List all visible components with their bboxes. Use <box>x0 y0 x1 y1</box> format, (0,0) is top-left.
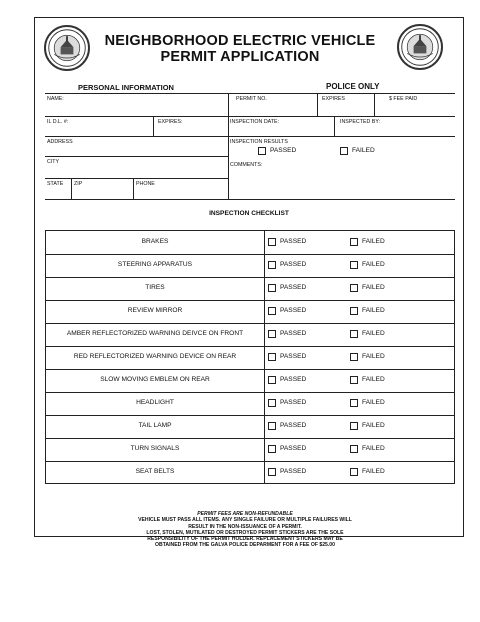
grid-line <box>228 93 229 199</box>
row-divider <box>46 438 454 439</box>
grid-line <box>45 156 228 157</box>
permit-expires-label: EXPIRES <box>322 96 345 102</box>
inspection-results-label: INSPECTION RESULTS <box>230 139 288 145</box>
item-passed-checkbox[interactable] <box>268 238 276 246</box>
checklist-item-label: TAIL LAMP <box>138 422 172 429</box>
state-field-label: STATE <box>47 181 64 187</box>
comments-label: COMMENTS: <box>230 162 263 168</box>
item-passed-label: PASSED <box>280 422 307 429</box>
address-field-label: ADDRESS <box>47 139 73 145</box>
checklist-row <box>46 461 454 484</box>
item-failed-checkbox[interactable] <box>350 261 358 269</box>
checklist-item-label: BRAKES <box>141 238 169 245</box>
item-failed-label: FAILED <box>362 284 385 291</box>
checklist-item-label: SEAT BELTS <box>135 468 175 475</box>
item-passed-label: PASSED <box>280 399 307 406</box>
checklist-item-label: TURN SIGNALS <box>130 445 180 452</box>
item-passed-checkbox[interactable] <box>268 468 276 476</box>
dl-expires-label: EXPIRES: <box>158 119 183 125</box>
fee-paid-label: $ FEE PAID <box>389 96 418 102</box>
item-passed-label: PASSED <box>280 445 307 452</box>
form-footer-notice <box>80 511 410 549</box>
city-seal-icon <box>44 25 90 71</box>
item-failed-checkbox[interactable] <box>350 445 358 453</box>
inspected-by-label: INSPECTED BY: <box>340 119 381 125</box>
results-failed-label: FAILED <box>352 147 375 154</box>
checklist-row <box>46 415 454 438</box>
item-passed-checkbox[interactable] <box>268 330 276 338</box>
grid-line <box>71 178 72 199</box>
row-divider <box>46 369 454 370</box>
row-divider <box>46 415 454 416</box>
zip-field-label: ZIP <box>74 181 83 187</box>
checklist-row <box>46 369 454 392</box>
row-divider <box>46 300 454 301</box>
item-passed-label: PASSED <box>280 284 307 291</box>
item-failed-label: FAILED <box>362 445 385 452</box>
item-failed-checkbox[interactable] <box>350 284 358 292</box>
footer-non-refundable: PERMIT FEES ARE NON-REFUNDABLE <box>197 511 293 517</box>
footer-line: RESPONSIBILITY OF THE PERMIT HOLDER. REPLACEMENT STICKERS MAY BE <box>147 536 343 543</box>
results-passed-checkbox[interactable] <box>258 147 266 155</box>
row-divider <box>46 461 454 462</box>
checklist-heading: INSPECTION CHECKLIST <box>209 210 289 217</box>
footer-line: VEHICLE MUST PASS ALL ITEMS. ANY SINGLE FAILURE OR MULTIPLE FAILURES WILL <box>138 517 352 524</box>
item-failed-checkbox[interactable] <box>350 353 358 361</box>
checklist-row <box>46 254 454 277</box>
checklist-row <box>46 300 454 323</box>
item-failed-checkbox[interactable] <box>350 376 358 384</box>
item-passed-checkbox[interactable] <box>268 445 276 453</box>
grid-line <box>45 136 455 137</box>
phone-field-label: PHONE <box>136 181 155 187</box>
item-passed-checkbox[interactable] <box>268 353 276 361</box>
row-divider <box>46 254 454 255</box>
item-failed-label: FAILED <box>362 307 385 314</box>
checklist-item-label: STEERING APPARATUS <box>117 261 193 268</box>
grid-line <box>374 93 375 116</box>
item-passed-checkbox[interactable] <box>268 284 276 292</box>
inspection-date-label: INSPECTION DATE: <box>230 119 280 125</box>
item-failed-label: FAILED <box>362 399 385 406</box>
form-subtitle: PERMIT APPLICATION <box>160 49 320 65</box>
footer-line: RESULT IN THE NON-ISSUANCE OF A PERMIT. <box>188 523 302 530</box>
item-passed-checkbox[interactable] <box>268 307 276 315</box>
checklist-row <box>46 438 454 461</box>
item-passed-checkbox[interactable] <box>268 422 276 430</box>
row-divider <box>46 277 454 278</box>
results-passed-label: PASSED <box>270 147 297 154</box>
row-divider <box>46 323 454 324</box>
results-failed-checkbox[interactable] <box>340 147 348 155</box>
item-failed-checkbox[interactable] <box>350 468 358 476</box>
item-failed-checkbox[interactable] <box>350 307 358 315</box>
item-failed-checkbox[interactable] <box>350 422 358 430</box>
item-passed-checkbox[interactable] <box>268 399 276 407</box>
checklist-item-label: HEADLIGHT <box>136 399 174 406</box>
grid-line <box>45 116 455 117</box>
item-failed-checkbox[interactable] <box>350 238 358 246</box>
inspection-checklist-table <box>45 230 455 484</box>
police-only-heading: POLICE ONLY <box>326 82 380 91</box>
item-failed-checkbox[interactable] <box>350 330 358 338</box>
grid-line <box>153 116 154 136</box>
item-passed-label: PASSED <box>280 330 307 337</box>
item-passed-label: PASSED <box>280 238 307 245</box>
grid-line <box>45 93 455 94</box>
checklist-row <box>46 277 454 300</box>
personal-info-heading: PERSONAL INFORMATION <box>78 83 174 92</box>
item-failed-label: FAILED <box>362 353 385 360</box>
item-passed-label: PASSED <box>280 468 307 475</box>
item-failed-label: FAILED <box>362 468 385 475</box>
item-passed-checkbox[interactable] <box>268 376 276 384</box>
city-field-label: CITY <box>47 159 60 165</box>
row-divider <box>46 346 454 347</box>
item-passed-label: PASSED <box>280 261 307 268</box>
checklist-item-label: TIRES <box>145 284 165 291</box>
checklist-row <box>46 231 454 254</box>
footer-line: OBTAINED FROM THE GALVA POLICE DEPARMENT FOR A FEE OF $25.00 <box>155 542 335 549</box>
item-failed-label: FAILED <box>362 238 385 245</box>
item-passed-label: PASSED <box>280 353 307 360</box>
grid-line <box>45 178 228 179</box>
checklist-item-label: SLOW MOVING EMBLEM ON REAR <box>100 376 210 383</box>
footer-line: LOST, STOLEN, MUTILATED OR DESTROYED PERMIT STICKERS ARE THE SOLE <box>146 529 344 536</box>
item-failed-label: FAILED <box>362 261 385 268</box>
checklist-item-label: REVIEW MIRROR <box>127 307 183 314</box>
name-field-label: NAME: <box>47 96 64 102</box>
city-seal-icon <box>397 24 443 70</box>
checklist-row <box>46 392 454 415</box>
grid-line <box>45 199 455 200</box>
grid-line <box>334 116 335 136</box>
grid-line <box>133 178 134 199</box>
checklist-row <box>46 346 454 369</box>
item-failed-label: FAILED <box>362 422 385 429</box>
grid-line <box>317 93 318 116</box>
item-passed-checkbox[interactable] <box>268 261 276 269</box>
dl-field-label: IL D.L. #: <box>47 119 69 125</box>
checklist-item-label: RED REFLECTORIZED WARNING DEVICE ON REAR <box>73 353 237 360</box>
permit-no-label: PERMIT NO. <box>236 96 267 102</box>
item-failed-label: FAILED <box>362 330 385 337</box>
form-title: NEIGHBORHOOD ELECTRIC VEHICLE <box>104 33 376 49</box>
checklist-item-label: AMBER REFLECTORIZED WARNING DEIVCE ON FRONT <box>66 330 244 337</box>
item-passed-label: PASSED <box>280 376 307 383</box>
checklist-row <box>46 323 454 346</box>
item-failed-checkbox[interactable] <box>350 399 358 407</box>
row-divider <box>46 392 454 393</box>
item-failed-label: FAILED <box>362 376 385 383</box>
item-passed-label: PASSED <box>280 307 307 314</box>
